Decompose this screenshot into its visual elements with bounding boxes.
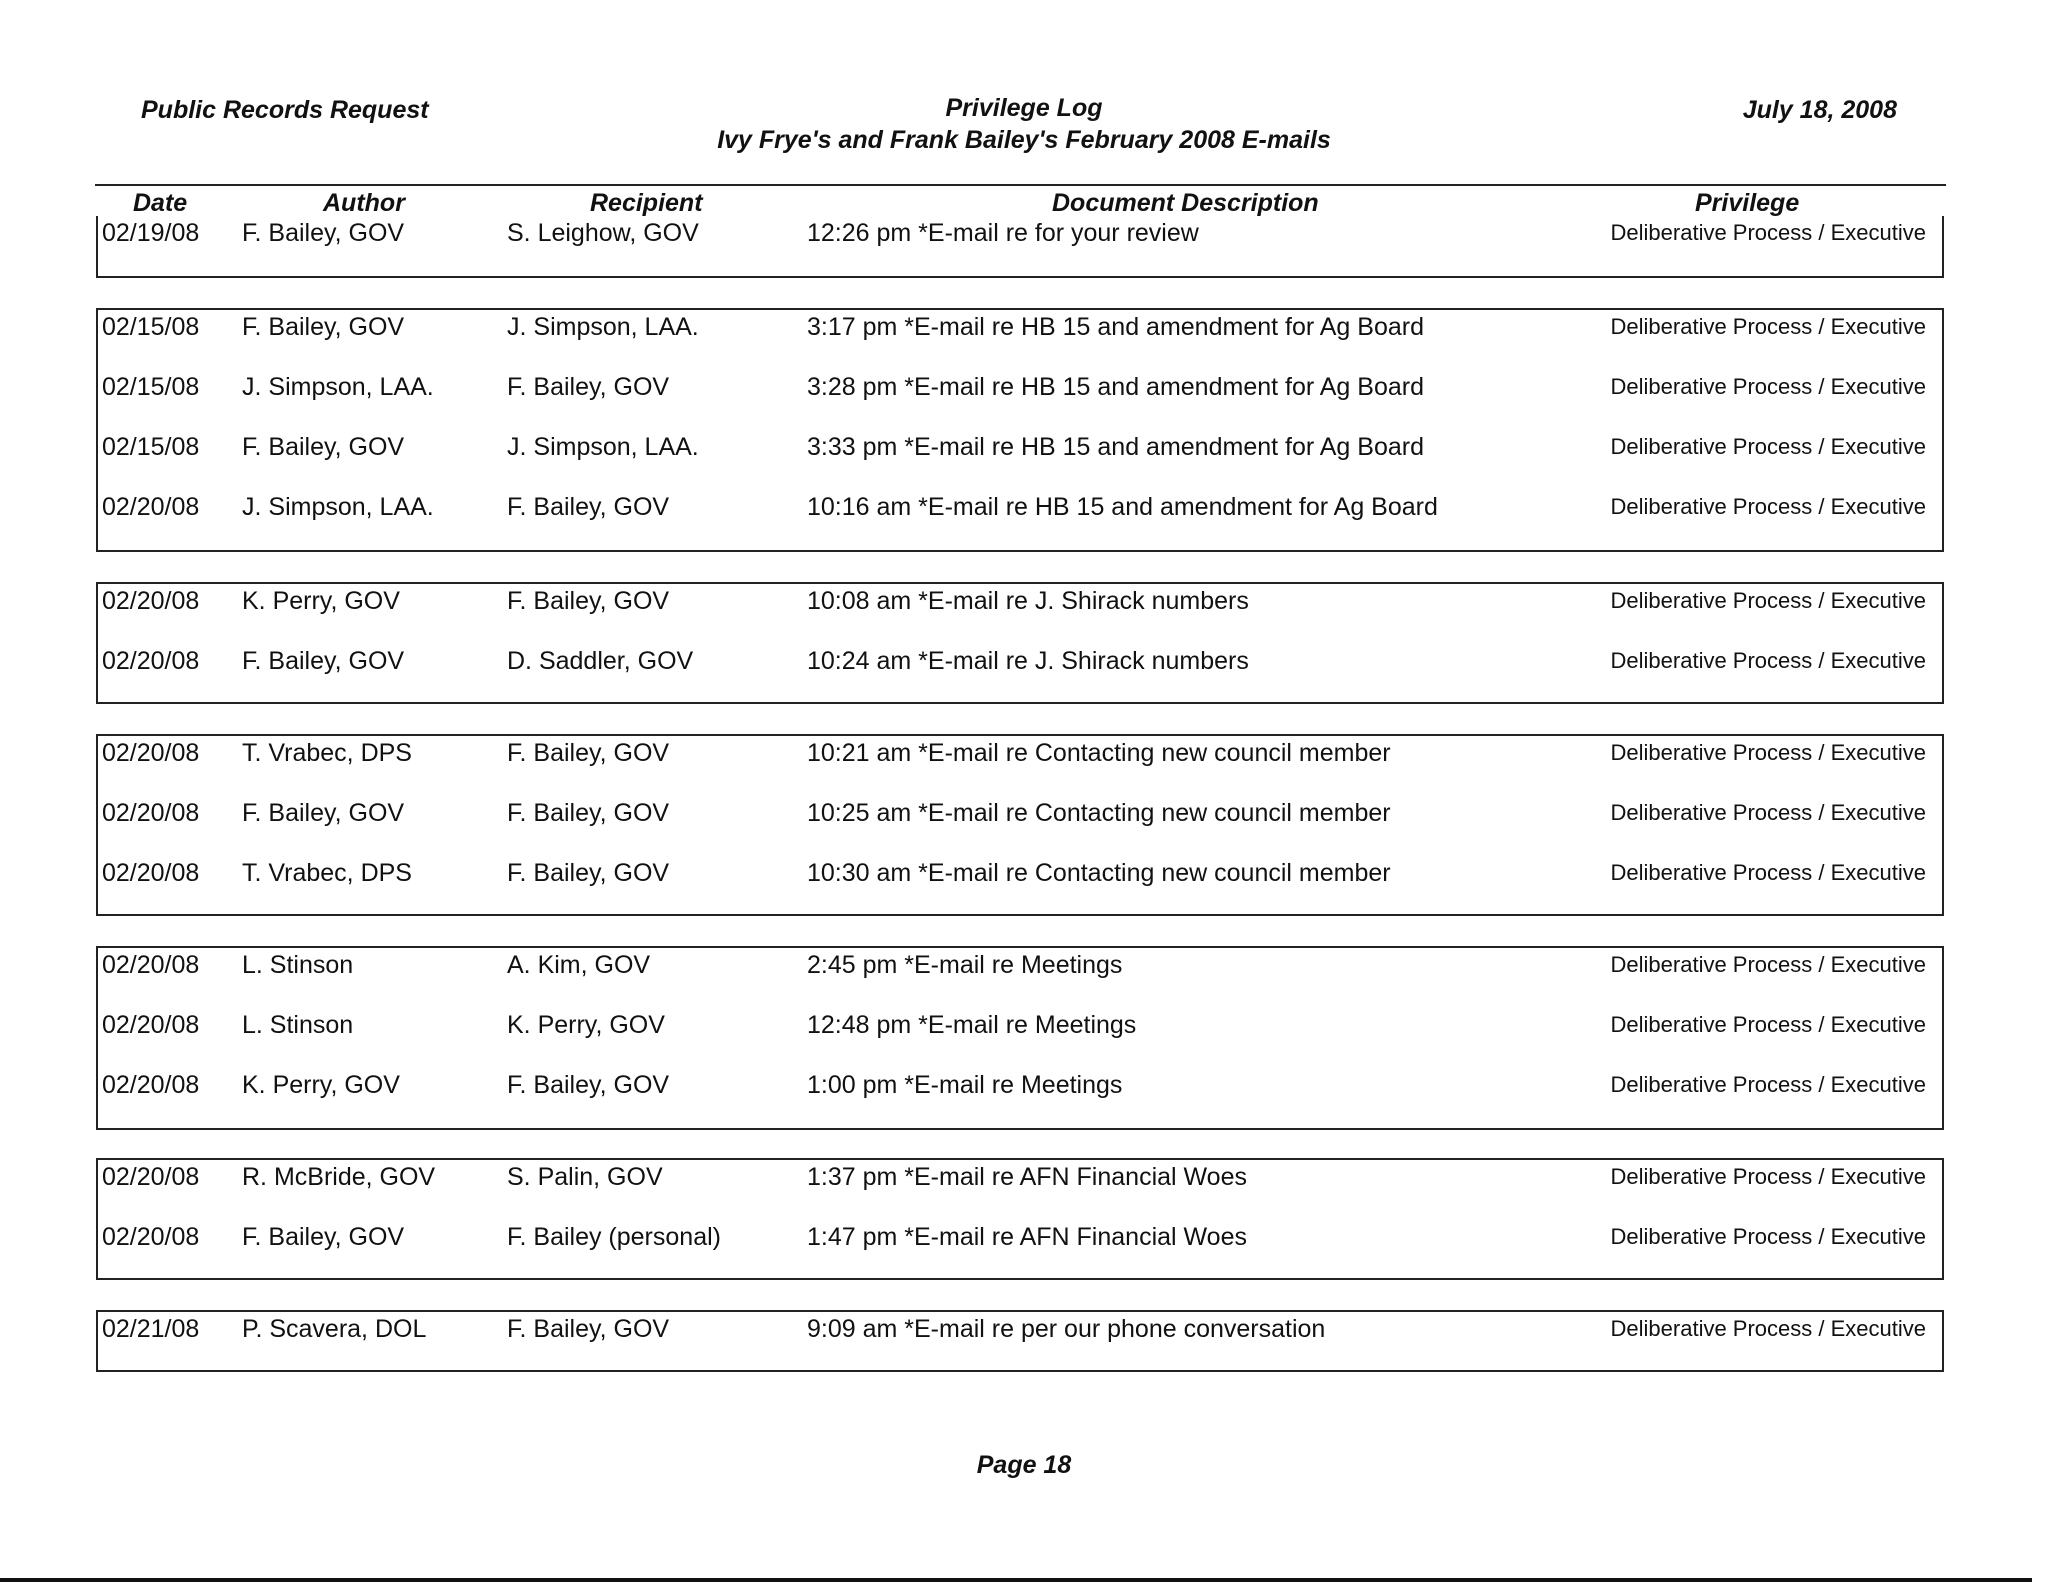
entry-author: F. Bailey, GOV: [242, 219, 405, 247]
entry-date: 02/15/08: [102, 373, 200, 401]
entry-author: K. Perry, GOV: [242, 587, 400, 615]
entry-recipient: D. Saddler, GOV: [507, 647, 694, 675]
entry-privilege: Deliberative Process / Executive: [1610, 588, 1926, 613]
entry-privilege: Deliberative Process / Executive: [1610, 434, 1926, 459]
entry-date: 02/20/08: [102, 739, 200, 767]
entry-recipient: F. Bailey, GOV: [507, 373, 670, 401]
entry-recipient: F. Bailey, GOV: [507, 739, 670, 767]
log-entry-row: [98, 310, 1942, 344]
entry-privilege: Deliberative Process / Executive: [1610, 740, 1926, 765]
entry-date: 02/20/08: [102, 587, 200, 615]
entry-description: 3:28 pm *E-mail re HB 15 and amendment for Ag Board: [807, 373, 1424, 401]
entry-date: 02/20/08: [102, 1223, 200, 1251]
entry-date: 02/15/08: [102, 433, 200, 461]
entry-privilege: Deliberative Process / Executive: [1610, 314, 1926, 339]
entry-group: [96, 582, 1944, 704]
entry-description: 10:24 am *E-mail re J. Shirack numbers: [807, 647, 1249, 675]
entry-group: [96, 308, 1944, 552]
log-entry-row: [98, 370, 1942, 404]
entry-author: T. Vrabec, DPS: [242, 859, 412, 887]
log-entry-row: [98, 430, 1942, 464]
entry-author: J. Simpson, LAA.: [242, 493, 434, 521]
entry-description: 9:09 am *E-mail re per our phone conversation: [807, 1315, 1326, 1343]
entry-author: T. Vrabec, DPS: [242, 739, 412, 767]
entry-author: K. Perry, GOV: [242, 1071, 400, 1099]
entry-date: 02/20/08: [102, 647, 200, 675]
entry-recipient: F. Bailey (personal): [507, 1223, 721, 1251]
entry-author: L. Stinson: [242, 951, 354, 979]
column-header-rule: [95, 184, 1946, 186]
entry-description: 12:26 pm *E-mail re for your review: [807, 219, 1199, 247]
entry-recipient: J. Simpson, LAA.: [507, 433, 699, 461]
entry-group: [96, 216, 1944, 278]
log-title: Privilege Log: [945, 94, 1103, 122]
entry-privilege: Deliberative Process / Executive: [1610, 800, 1926, 825]
entry-privilege: Deliberative Process / Executive: [1610, 648, 1926, 673]
entry-description: 10:16 am *E-mail re HB 15 and amendment for Ag Board: [807, 493, 1438, 521]
entry-recipient: F. Bailey, GOV: [507, 1071, 670, 1099]
entry-recipient: A. Kim, GOV: [507, 951, 651, 979]
entry-description: 2:45 pm *E-mail re Meetings: [807, 951, 1123, 979]
entry-privilege: Deliberative Process / Executive: [1610, 374, 1926, 399]
entry-author: F. Bailey, GOV: [242, 1223, 405, 1251]
scan-edge-rule: [0, 1578, 2032, 1582]
log-entry-row: [98, 1220, 1942, 1254]
column-header-description: Document Description: [1052, 189, 1319, 217]
entry-date: 02/20/08: [102, 859, 200, 887]
entry-date: 02/20/08: [102, 493, 200, 521]
log-date: July 18, 2008: [1742, 96, 1897, 124]
column-header-privilege: Privilege: [1695, 189, 1800, 217]
page-number: Page 18: [976, 1451, 1072, 1479]
entry-author: P. Scavera, DOL: [242, 1315, 427, 1343]
entry-date: 02/20/08: [102, 1071, 200, 1099]
entry-date: 02/20/08: [102, 1011, 200, 1039]
entry-group: [96, 734, 1944, 916]
entry-recipient: F. Bailey, GOV: [507, 493, 670, 521]
entry-author: F. Bailey, GOV: [242, 433, 405, 461]
entry-recipient: S. Palin, GOV: [507, 1163, 663, 1191]
entry-date: 02/19/08: [102, 219, 200, 247]
log-entry-row: [98, 584, 1942, 618]
entry-description: 3:17 pm *E-mail re HB 15 and amendment for Ag Board: [807, 313, 1424, 341]
entry-privilege: Deliberative Process / Executive: [1610, 952, 1926, 977]
entry-privilege: Deliberative Process / Executive: [1610, 1164, 1926, 1189]
log-entry-row: [98, 490, 1942, 524]
entry-description: 10:21 am *E-mail re Contacting new council member: [807, 739, 1391, 767]
column-header-recipient: Recipient: [590, 189, 703, 217]
entry-recipient: K. Perry, GOV: [507, 1011, 665, 1039]
entry-privilege: Deliberative Process / Executive: [1610, 860, 1926, 885]
entry-date: 02/20/08: [102, 1163, 200, 1191]
entry-privilege: Deliberative Process / Executive: [1610, 1316, 1926, 1341]
entry-date: 02/15/08: [102, 313, 200, 341]
entry-author: F. Bailey, GOV: [242, 799, 405, 827]
entry-author: F. Bailey, GOV: [242, 647, 405, 675]
entry-recipient: J. Simpson, LAA.: [507, 313, 699, 341]
entry-author: J. Simpson, LAA.: [242, 373, 434, 401]
log-entry-row: [98, 856, 1942, 890]
entry-privilege: Deliberative Process / Executive: [1610, 220, 1926, 245]
entry-description: 1:47 pm *E-mail re AFN Financial Woes: [807, 1223, 1247, 1251]
entry-recipient: F. Bailey, GOV: [507, 1315, 670, 1343]
entry-date: 02/21/08: [102, 1315, 200, 1343]
entry-description: 1:37 pm *E-mail re AFN Financial Woes: [807, 1163, 1247, 1191]
log-entry-row: [98, 644, 1942, 678]
entry-privilege: Deliberative Process / Executive: [1610, 1072, 1926, 1097]
entry-group: [96, 1158, 1944, 1280]
entry-description: 1:00 pm *E-mail re Meetings: [807, 1071, 1123, 1099]
entry-group: [96, 946, 1944, 1130]
log-entry-row: [98, 948, 1942, 982]
entry-author: F. Bailey, GOV: [242, 313, 405, 341]
entry-description: 10:30 am *E-mail re Contacting new council member: [807, 859, 1391, 887]
log-entry-row: [98, 1068, 1942, 1102]
entry-author: L. Stinson: [242, 1011, 354, 1039]
entry-group: [96, 1310, 1944, 1372]
log-entry-row: [98, 1160, 1942, 1194]
entry-privilege: Deliberative Process / Executive: [1610, 494, 1926, 519]
log-title-block: [0, 92, 2048, 156]
entry-description: 10:08 am *E-mail re J. Shirack numbers: [807, 587, 1249, 615]
log-entry-row: [98, 736, 1942, 770]
log-subtitle: Ivy Frye's and Frank Bailey's February 2008 E-mails: [717, 126, 1331, 154]
entry-recipient: S. Leighow, GOV: [507, 219, 699, 247]
log-entry-row: [98, 1312, 1942, 1346]
entry-privilege: Deliberative Process / Executive: [1610, 1224, 1926, 1249]
column-header-date: Date: [133, 189, 188, 217]
entry-recipient: F. Bailey, GOV: [507, 859, 670, 887]
log-entry-row: [98, 1008, 1942, 1042]
request-label: Public Records Request: [141, 96, 429, 124]
entry-date: 02/20/08: [102, 951, 200, 979]
entry-recipient: F. Bailey, GOV: [507, 587, 670, 615]
log-entry-row: [98, 796, 1942, 830]
entry-date: 02/20/08: [102, 799, 200, 827]
column-header-author: Author: [323, 189, 405, 217]
entry-description: 3:33 pm *E-mail re HB 15 and amendment for Ag Board: [807, 433, 1424, 461]
entry-author: R. McBride, GOV: [242, 1163, 436, 1191]
log-entry-row: [98, 216, 1942, 250]
entry-description: 12:48 pm *E-mail re Meetings: [807, 1011, 1137, 1039]
entry-recipient: F. Bailey, GOV: [507, 799, 670, 827]
entry-description: 10:25 am *E-mail re Contacting new council member: [807, 799, 1391, 827]
entry-privilege: Deliberative Process / Executive: [1610, 1012, 1926, 1037]
